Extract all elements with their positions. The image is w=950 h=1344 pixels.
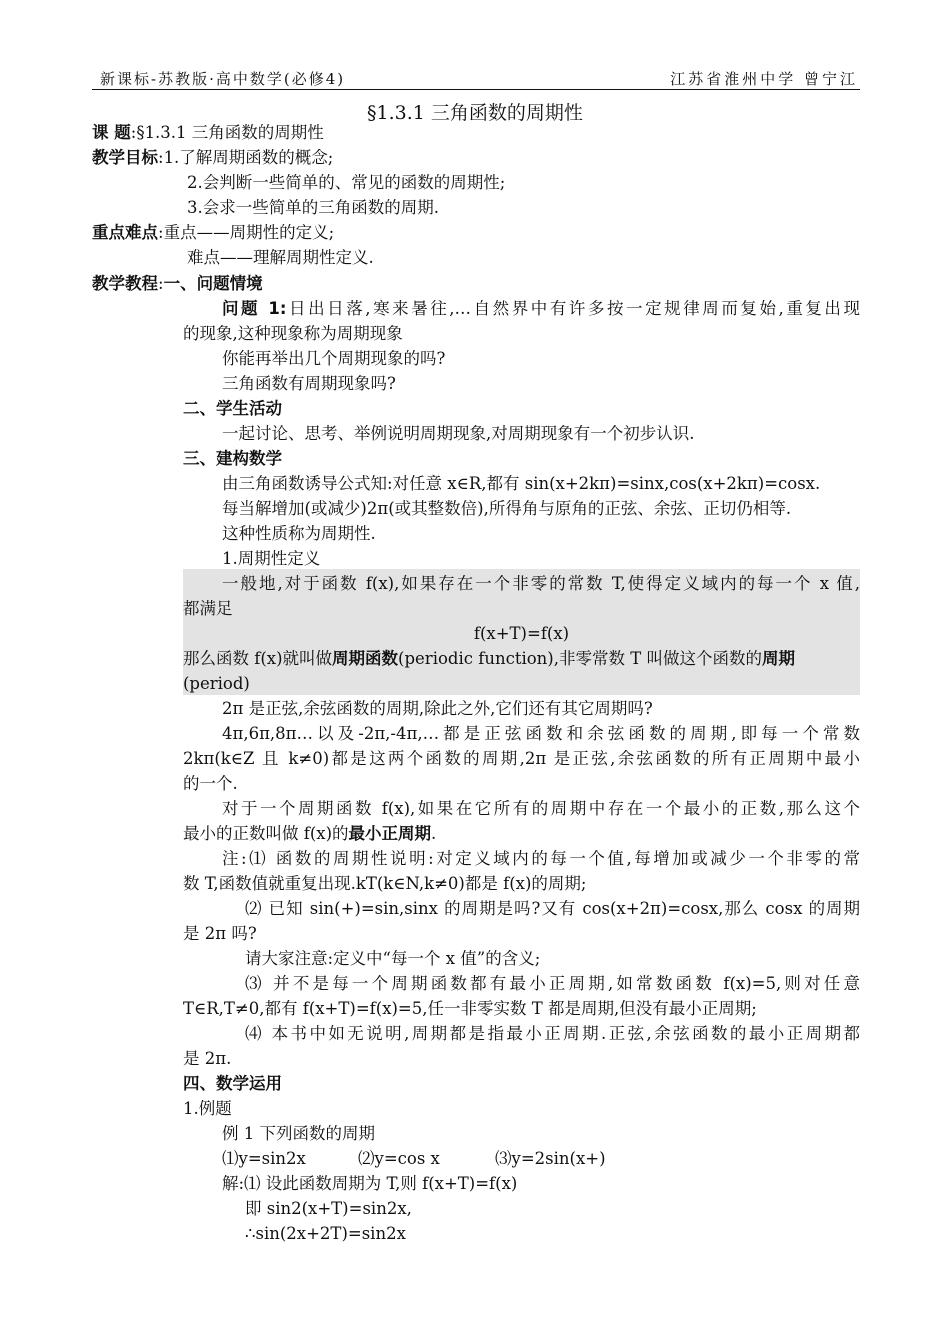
note-line: 注:⑴ 函数的周期性说明:对定义域内的每一个值,每增加或减少一个非零的常: [222, 849, 860, 868]
keypoint-item: 难点——理解周期性定义.: [187, 248, 374, 267]
paragraph-line: 最小的正数叫做 f(x)的最小正周期.: [183, 824, 437, 843]
definition-line: 都满足: [183, 599, 233, 618]
note-line: 是 2π 吗?: [183, 924, 257, 943]
definition-formula: f(x+T)=f(x): [473, 624, 570, 643]
paragraph-line: 2π 是正弦,余弦函数的周期,除此之外,它们还有其它周期吗?: [222, 699, 653, 718]
subsection-heading: 1.周期性定义: [222, 549, 321, 568]
paragraph-line: 的现象,这种现象称为周期现象: [183, 324, 403, 343]
keypoint-item: 重点——周期性的定义;: [163, 223, 335, 242]
solution-line: 即 sin2(x+T)=sin2x,: [245, 1199, 412, 1218]
objective-item: 2.会判断一些简单的、常见的函数的周期性;: [187, 173, 506, 192]
page-title: §1.3.1 三角函数的周期性: [367, 102, 583, 124]
paragraph-line: 2kπ(k∈Z 且 k≠0)都是这两个函数的周期,2π 是正弦,余弦函数的所有正周期中最小: [183, 749, 860, 768]
example-item: ⑶y=2sin(x+): [495, 1149, 606, 1168]
objective-item: 1.了解周期函数的概念;: [163, 148, 334, 167]
note-line: ⑷ 本书中如无说明,周期都是指最小正周期.正弦,余弦函数的最小正周期都: [245, 1024, 860, 1043]
header-rule: [92, 89, 860, 90]
paragraph-line: 三角函数有周期现象吗?: [222, 374, 396, 393]
paragraph-line: 每当解增加(或减少)2π(或其整数倍),所得角与原角的正弦、余弦、正切仍相等.: [222, 499, 792, 518]
objectives-row: 教学目标:1.了解周期函数的概念;: [92, 148, 334, 167]
note-line: 数 T,函数值就重复出现.kT(k∈N,k≠0)都是 f(x)的周期;: [183, 874, 587, 893]
section-heading: 一、问题情境: [163, 274, 263, 293]
example-item: ⑵y=cos x: [358, 1149, 440, 1168]
keypoints-label: 重点难点: [92, 223, 158, 242]
paragraph-line: 这种性质称为周期性.: [222, 524, 376, 543]
course-label: 课 题: [92, 123, 131, 142]
note-line: 是 2π.: [183, 1049, 232, 1068]
keypoints-row: 重点难点:重点——周期性的定义;: [92, 223, 335, 242]
note-line: 请大家注意:定义中“每一个 x 值”的含义;: [245, 949, 541, 968]
header-left: 新课标-苏教版·高中数学(必修4): [100, 70, 346, 88]
paragraph-line: 的一个.: [183, 774, 238, 793]
paragraph-line: 你能再举出几个周期现象的吗?: [222, 349, 446, 368]
definition-line: (period): [183, 674, 250, 693]
note-line: T∈R,T≠0,都有 f(x+T)=f(x)=5,任一非零实数 T 都是周期,但没有最小正周期;: [183, 999, 757, 1018]
term-period: 周期: [761, 649, 795, 668]
definition-line: 一般地,对于函数 f(x),如果存在一个非零的常数 T,使得定义域内的每一个 x 值,: [222, 574, 860, 593]
note-line: ⑵ 已知 sin(+)=sin,sinx 的周期是吗?又有 cos(x+2π)=cosx,那么 cosx 的周期: [245, 899, 860, 918]
paragraph-line: 由三角函数诱导公式知:对任意 x∈R,都有 sin(x+2kπ)=sinx,cos(x+2kπ)=cosx.: [222, 474, 821, 493]
header-right: 江苏省淮州中学 曾宁江: [670, 70, 858, 88]
solution-line: 解:⑴ 设此函数周期为 T,则 f(x+T)=f(x): [222, 1174, 518, 1193]
course-value: §1.3.1 三角函数的周期性: [136, 123, 324, 142]
term-periodic-function: 周期函数: [332, 649, 399, 668]
objectives-label: 教学目标: [92, 148, 158, 167]
example-item: ⑴y=sin2x: [222, 1149, 306, 1168]
term-min-period: 最小正周期: [348, 824, 432, 843]
question-label: 问题 1:: [222, 299, 287, 318]
paragraph-line: 4π,6π,8π…以及-2π,-4π,…都是正弦函数和余弦函数的周期,即每一个常数: [222, 724, 860, 743]
paragraph-line: 问题 1:日出日落,寒来暑往,…自然界中有许多按一定规律周而复始,重复出现: [222, 299, 860, 318]
course-row: 课 题:§1.3.1 三角函数的周期性: [92, 123, 324, 142]
solution-line: ∴sin(2x+2T)=sin2x: [245, 1224, 406, 1243]
example-title: 例 1 下列函数的周期: [222, 1124, 375, 1143]
section-heading: 三、建构数学: [183, 449, 282, 468]
subsection-heading: 1.例题: [183, 1099, 232, 1118]
section-heading: 二、学生活动: [183, 399, 282, 418]
paragraph-line: 对于一个周期函数 f(x),如果在它所有的周期中存在一个最小的正数,那么这个: [222, 799, 860, 818]
objective-item: 3.会求一些简单的三角函数的周期.: [187, 198, 439, 217]
process-label: 教学教程: [92, 274, 158, 293]
note-line: ⑶ 并不是每一个周期函数都有最小正周期,如常数函数 f(x)=5,则对任意: [245, 974, 860, 993]
process-row: 教学教程:一、问题情境: [92, 274, 263, 293]
section-heading: 四、数学运用: [183, 1074, 282, 1093]
paragraph-line: 一起讨论、思考、举例说明周期现象,对周期现象有一个初步认识.: [222, 424, 695, 443]
definition-line: 那么函数 f(x)就叫做周期函数(periodic function),非零常数 T 叫做这个函数的周期: [183, 649, 795, 668]
